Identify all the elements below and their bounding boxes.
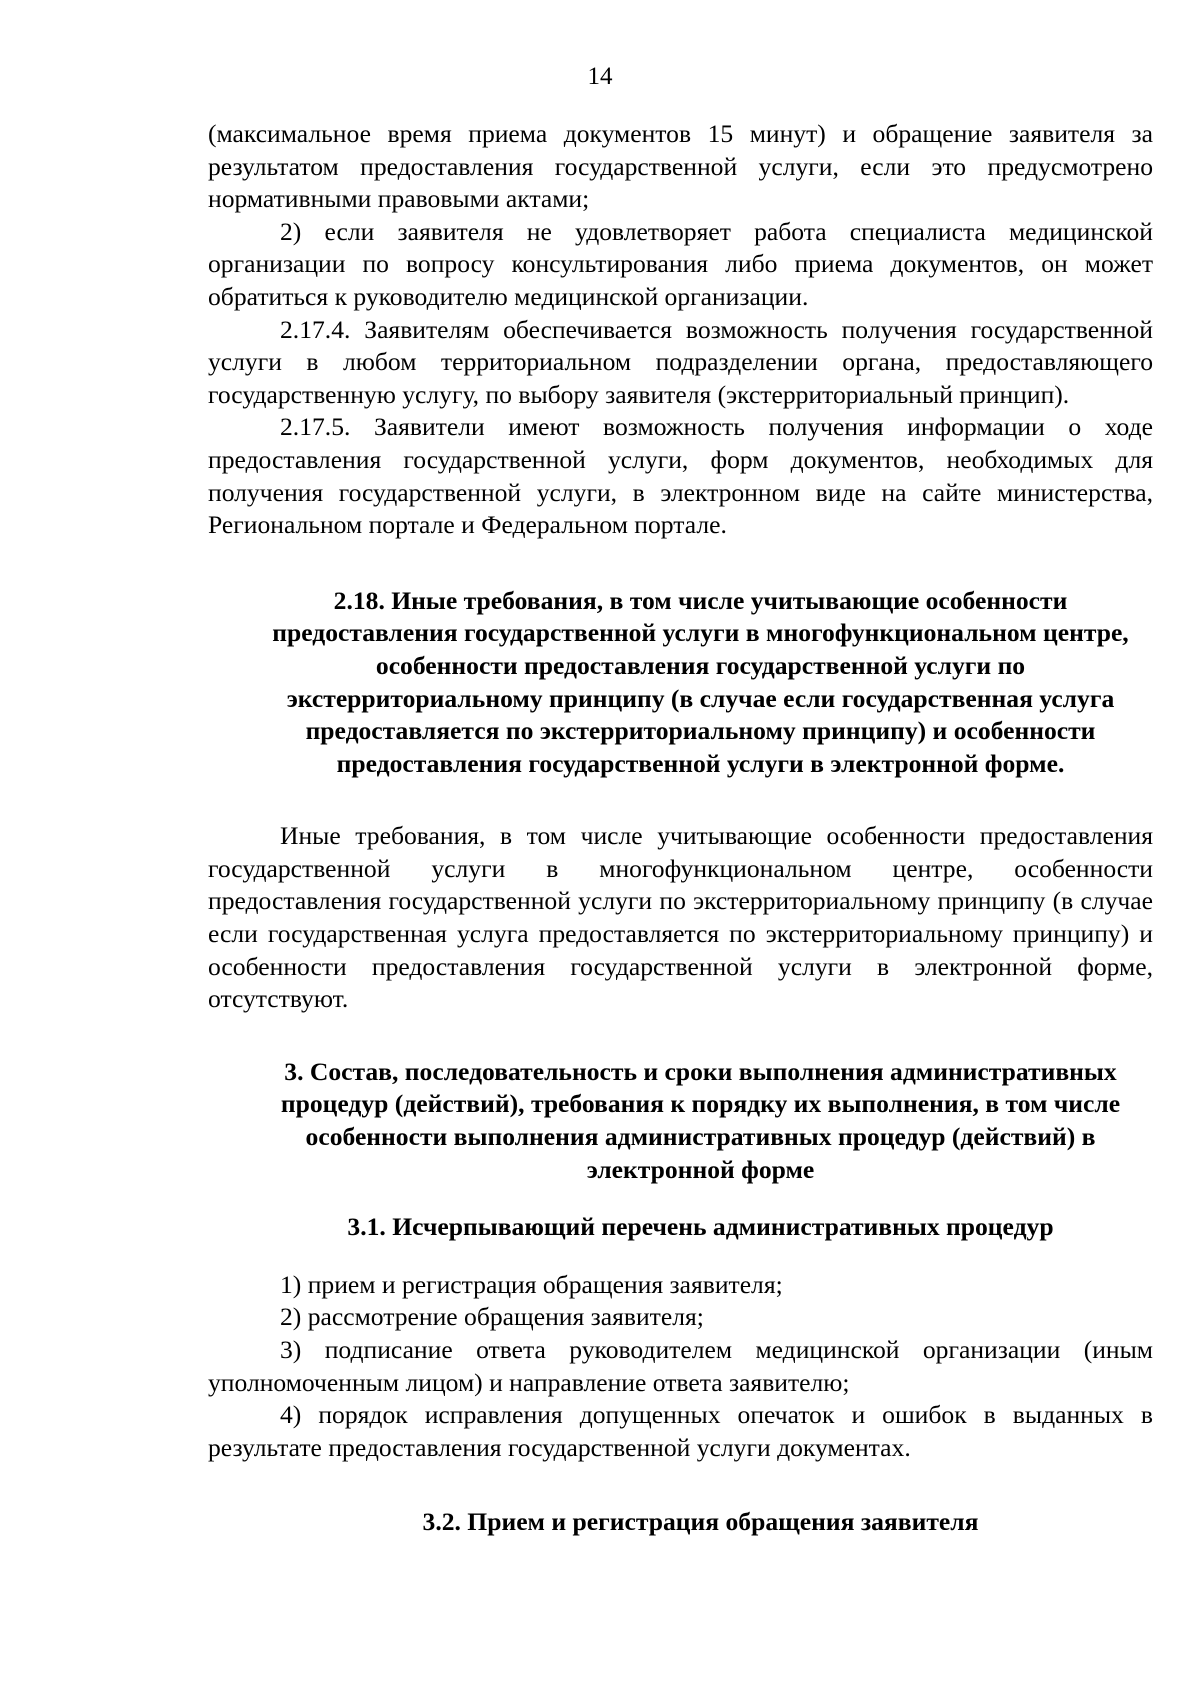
list-item: 4) порядок исправления допущенных опечаток и ошибок в выданных в результате предоставления государственной услуги документах. — [208, 1400, 1153, 1462]
list-item: 1) прием и регистрация обращения заявителя; — [280, 1269, 783, 1299]
list-item: 3) подписание ответа руководителем медицинской организации (иным уполномоченным лицом) и направление ответа заявителю; — [208, 1335, 1153, 1397]
section-heading-2-18: 2.18. Иные требования, в том числе учитывающие особенности предоставления государственной услуги в многофункциональном центре, особенности предоставления государственной услуги по экстерриториальному принципу (в случае если государственная услуга предоставляется по экстерриториальному принципу) и особенности предоставления государственной услуги в электронной форме. — [272, 585, 1129, 778]
document-body — [208, 118, 1153, 1539]
section-heading-3-1: 3.1. Исчерпывающий перечень административных процедур — [347, 1212, 1054, 1242]
section-heading-3: 3. Состав, последовательность и сроки выполнения административных процедур (действий), требования к порядку их выполнения, в том числе особенности выполнения административных процедур (действий) в электронной форме — [280, 1056, 1121, 1184]
section-heading-3-2: 3.2. Прием и регистрация обращения заявителя — [422, 1507, 979, 1537]
paragraph-complaint-manager: 2) если заявителя не удовлетворяет работа специалиста медицинской организации по вопросу консультирования либо приема документов, он может обратиться к руководителю медицинской организации. — [208, 216, 1153, 311]
procedure-list — [208, 1269, 1153, 1465]
page-number: 14 — [587, 63, 613, 90]
paragraph-continuation: (максимальное время приема документов 15 минут) и обращение заявителя за результатом предоставления государственной услуги, если это предусмотрено нормативными правовыми актами; — [208, 119, 1153, 214]
paragraph-2-17-4: 2.17.4. Заявителям обеспечивается возможность получения государственной услуги в любом территориальном подразделении органа, предоставляющего государственную услугу, по выбору заявителя (экстерриториальный принцип). — [208, 314, 1153, 409]
paragraph-2-17-5: 2.17.5. Заявители имеют возможность получения информации о ходе предоставления государственной услуги, форм документов, необходимых для получения государственной услуги, в электронном виде на сайте министерства, Региональном портале и Федеральном портале. — [208, 412, 1153, 540]
list-item: 2) рассмотрение обращения заявителя; — [280, 1302, 704, 1332]
paragraph-2-18: Иные требования, в том числе учитывающие особенности предоставления государственной услуги в многофункциональном центре, особенности предоставления государственной услуги по экстерриториальному принципу (в случае если государственная услуга предоставляется по экстерриториальному принципу) и особенности предоставления государственной услуги в электронной форме, отсутствуют. — [208, 821, 1153, 1014]
